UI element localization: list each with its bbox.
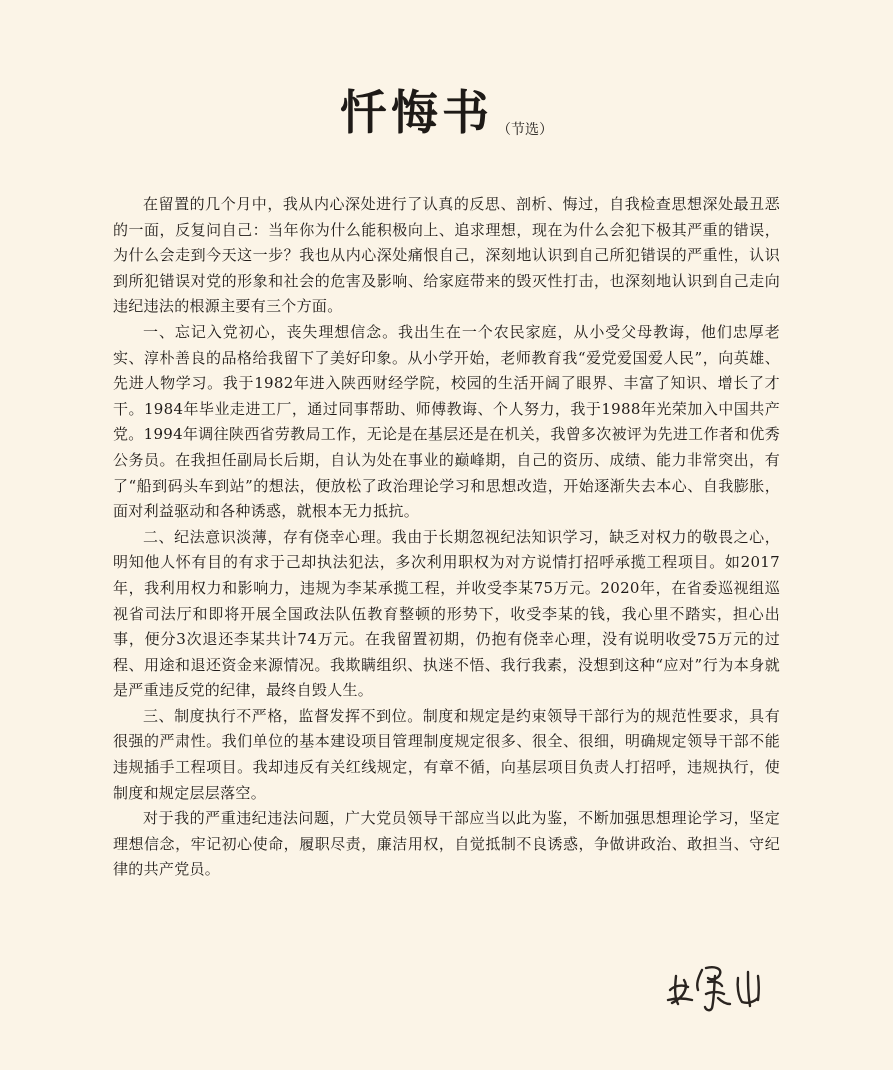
paragraph-point-three: 三、制度执行不严格，监督发挥不到位。制度和规定是约束领导干部行为的规范性要求，具有很强的严肃性。我们单位的基本建设项目管理制度规定很多、很全、很细，明确规定领导干部不能违规插手工程项目。我却违反有关红线规定，有章不循，向基层项目负责人打招呼，违规执行，使制度和规定层层落空。: [113, 706, 780, 802]
paragraph-intro: 在留置的几个月中，我从内心深处进行了认真的反思、剖析、悔过，自我检查思想深处最丑恶的一面，反复问自己：当年你为什么能积极向上、追求理想，现在为什么会犯下极其严重的错误，为什么会走到今天这一步？我也从内心深处痛恨自己，深刻地认识到自己所犯错误的严重性，认识到所犯错误对党的形象和社会的危害及影响、给家庭带来的毁灭性打击，也深刻地认识到自己走向违纪违法的根源主要有三个方面。: [113, 195, 780, 316]
paragraph-point-one: 一、忘记入党初心，丧失理想信念。我出生在一个农民家庭，从小受父母教诲，他们忠厚老实、淳朴善良的品格给我留下了美好印象。从小学开始，老师教育我“爱党爱国爱人民”，向英雄、先进人物学习。我于1982年进入陕西财经学院，校园的生活开阔了眼界、丰富了知识、增长了才干。1984年毕业走进工厂，通过同事帮助、师傅教诲、个人努力，我于1988年光荣加入中国共产党。1994年调往陕西省劳教局工作，无论是在基层还是在机关，我曾多次被评为先进工作者和优秀公务员。在我担任副局长后期，自认为处在事业的巅峰期，自己的资历、成绩、能力非常突出，有了“船到码头车到站”的想法，便放松了政治理论学习和思想改造，开始逐渐失去本心、自我膨胀，面对利益驱动和各种诱惑，就根本无力抵抗。: [113, 322, 780, 521]
paragraph-conclusion: 对于我的严重违纪违法问题，广大党员领导干部应当以此为鉴，不断加强思想理论学习，坚定理想信念，牢记初心使命，履职尽责，廉洁用权，自觉抵制不良诱惑，争做讲政治、敢担当、守纪律的共产党员。: [113, 809, 780, 879]
document-subtitle: （节选）: [497, 122, 553, 138]
title-block: [0, 84, 893, 144]
document-body: [113, 192, 780, 883]
paragraph-point-two: 二、纪法意识淡薄，存有侥幸心理。我由于长期忽视纪法知识学习，缺乏对权力的敬畏之心，明知他人怀有目的有求于己却执法犯法，多次利用职权为对方说情打招呼承揽工程项目。如2017年，我利用权力和影响力，违规为李某承揽工程，并收受李某75万元。2020年，在省委巡视组巡视省司法厅和即将开展全国政法队伍教育整顿的形势下，收受李某的钱，我心里不踏实，担心出事，便分3次退还李某共计74万元。在我留置初期，仍抱有侥幸心理，没有说明收受75万元的过程、用途和退还资金来源情况。我欺瞒组织、执迷不悟、我行我素，没想到这种“应对”行为本身就是严重违反党的纪律，最终自毁人生。: [113, 527, 780, 700]
signature-image: [662, 956, 766, 1016]
handwritten-signature: [662, 956, 766, 1016]
document-title: 忏悔书: [340, 86, 493, 141]
